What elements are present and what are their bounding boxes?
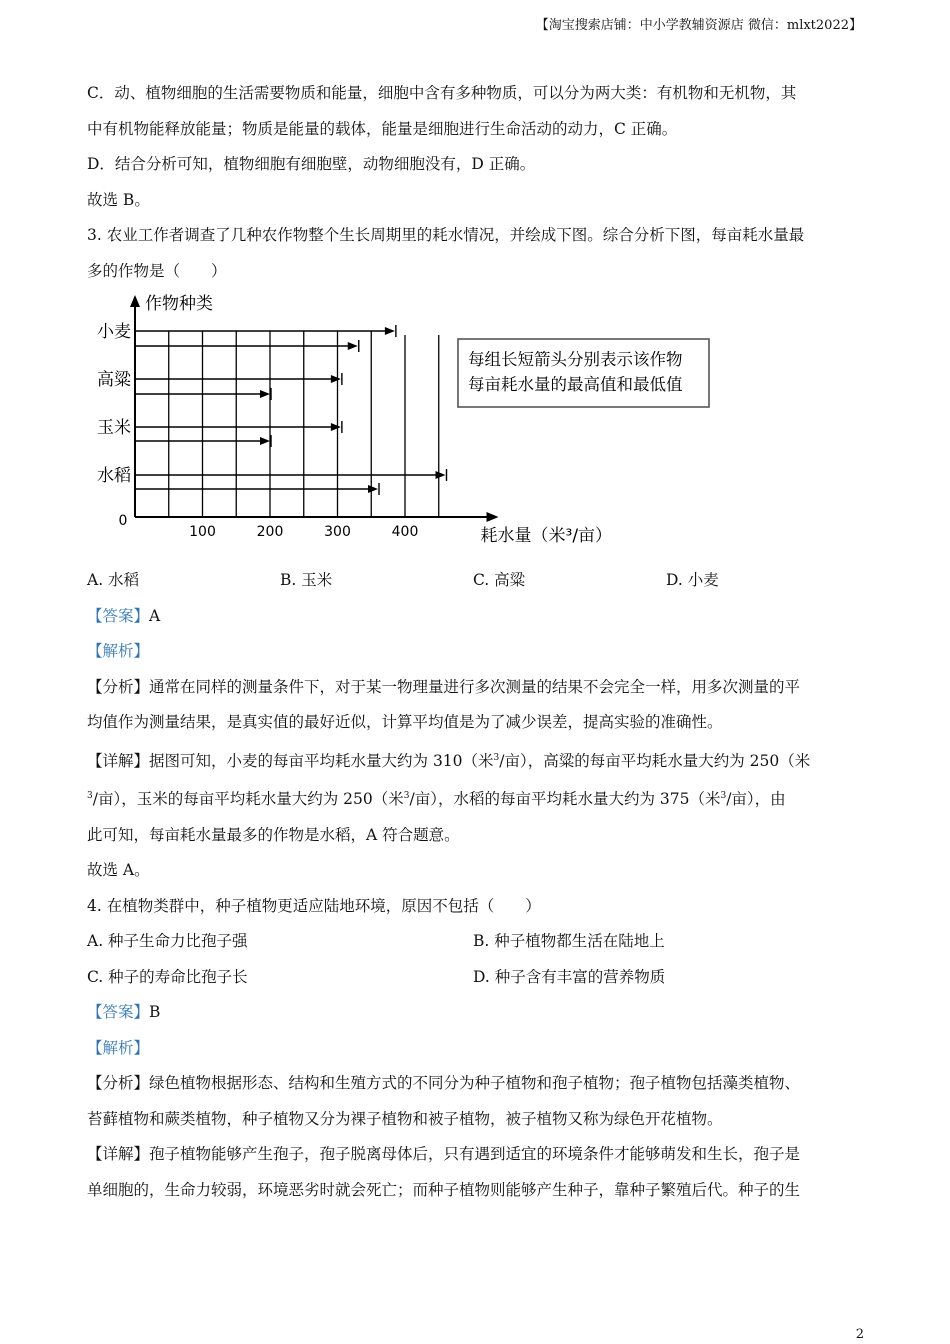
q4-xiangjie-line2: 单细胞的，生命力较弱，环境恶劣时就会死亡；而种子植物则能够产生种子，靠种子繁殖后代。种子的生 — [87, 1180, 801, 1199]
chart-svg — [87, 293, 859, 563]
q3-option-a: A. 水稻 — [87, 571, 140, 589]
y-axis-label: 作物种类 — [145, 294, 213, 314]
y-axis-arrowhead — [130, 295, 140, 307]
q4-xiangjie-line1 — [87, 1137, 859, 1173]
range-arrow-head — [368, 485, 378, 493]
xiangjie-text: /亩），玉米的每亩平均耗水量大约为 250（米 — [92, 790, 404, 808]
analysis-tag: 【解析】 — [87, 1038, 150, 1057]
range-arrow-head — [260, 437, 270, 445]
x-tick-label: 100 — [189, 524, 216, 540]
q3-answer — [87, 599, 859, 635]
analysis-tag: 【解析】 — [87, 642, 150, 660]
q3-option-d: D. 小麦 — [666, 571, 719, 589]
category-label: 小麦 — [97, 322, 131, 342]
fenxi-tag: 【分析】 — [87, 677, 150, 696]
range-arrow-head — [348, 342, 358, 350]
range-arrow-head — [331, 375, 341, 383]
fenxi-tag: 【分析】 — [87, 1074, 150, 1092]
legend-text: 每组长短箭头分别表示该作物 — [468, 350, 683, 369]
q3-stem-line1: 3. 农业工作者调查了几种农作物整个生长周期里的耗水情况，并绘成下图。综合分析下图，每亩耗水量最 — [87, 226, 805, 244]
q4-analysis-tag — [87, 1031, 859, 1067]
q3-xiangjie-line3: 此可知，每亩耗水量最多的作物是水稻，A 符合题意。 — [87, 825, 460, 844]
xiangjie-text: 据图可知，小麦的每亩平均耗水量大约为 310（米 — [149, 751, 494, 770]
category-label: 水稻 — [97, 466, 131, 486]
q4-stem: 4. 在植物类群中，种子植物更适应陆地环境，原因不包括（ ） — [87, 896, 541, 915]
q3-fenxi-line2: 均值作为测量结果，是真实值的最好近似，计算平均值是为了减少误差，提高实验的准确性。 — [87, 713, 723, 731]
xiangjie-text: /亩），由 — [726, 790, 786, 808]
q2-option-c-line1: C．动、植物细胞的生活需要物质和能量，细胞中含有多种物质，可以分为两大类：有机物和无机物，其 — [87, 84, 797, 102]
q2-option-d: D．结合分析可知，植物细胞有细胞壁，动物细胞没有，D 正确。 — [87, 155, 536, 173]
header-shop-info: 【淘宝搜索店铺：中小学教辅资源店 微信：mlxt2022】 — [535, 18, 862, 33]
q2-choose: 故选 B。 — [87, 190, 150, 209]
origin-label: 0 — [118, 513, 128, 529]
water-consumption-chart — [87, 293, 859, 563]
superscript: 3 — [403, 791, 410, 801]
q4-option-a: A. 种子生命力比孢子强 — [87, 932, 248, 950]
x-axis-label: 耗水量（米³/亩） — [480, 526, 613, 546]
category-label: 玉米 — [97, 418, 131, 438]
page-number: 2 — [855, 1327, 864, 1342]
xiangjie-text: /亩），水稻的每亩平均耗水量大约为 375（米 — [409, 790, 721, 808]
q2-option-c-line2: 中有机物能释放能量；物质是能量的载体，能量是细胞进行生命活动的动力，C 正确。 — [87, 119, 678, 138]
q3-choose: 故选 A。 — [87, 861, 150, 879]
fenxi-text: 绿色植物根据形态、结构和生殖方式的不同分为种子植物和孢子植物；孢子植物包括藻类植物、 — [149, 1074, 801, 1092]
q3-xiangjie-line2 — [87, 779, 859, 818]
superscript: 3 — [87, 791, 93, 801]
answer-tag: 【答案】 — [87, 1003, 150, 1021]
q3-options — [87, 563, 859, 599]
q3-stem-line2: 多的作物是（ ） — [87, 261, 227, 280]
xiangjie-text: 孢子植物能够产生孢子，孢子脱离母体后，只有遇到适宜的环境条件才能够萌发和生长，孢子是 — [149, 1145, 801, 1163]
x-tick-label: 400 — [391, 524, 419, 540]
q4-options-row1 — [87, 924, 859, 960]
q3-option-c: C. 高粱 — [473, 571, 526, 589]
q4-fenxi-line1 — [87, 1066, 859, 1102]
superscript: 3 — [493, 752, 500, 763]
superscript: 3 — [720, 791, 727, 801]
x-tick-label: 200 — [256, 524, 284, 540]
xiangjie-tag: 【详解】 — [87, 1145, 150, 1163]
range-arrow-head — [385, 327, 395, 335]
q3-option-b: B. 玉米 — [280, 571, 333, 589]
category-label: 高粱 — [97, 370, 131, 390]
q3-analysis-tag — [87, 634, 859, 670]
q4-option-b: B. 种子植物都生活在陆地上 — [473, 932, 665, 950]
xiangjie-text: /亩），高粱的每亩平均耗水量大约为 250（米 — [499, 751, 811, 770]
q3-fenxi-line1 — [87, 670, 859, 706]
q4-fenxi-line2: 苔藓植物和蕨类植物，种子植物又分为裸子植物和被子植物，被子植物又称为绿色开花植物。 — [87, 1109, 723, 1128]
answer-value: B — [149, 1003, 161, 1021]
legend-text: 每亩耗水量的最高值和最低值 — [468, 375, 683, 394]
xiangjie-tag: 【详解】 — [87, 751, 150, 770]
q4-option-c: C. 种子的寿命比孢子长 — [87, 967, 248, 986]
q4-answer — [87, 995, 859, 1031]
x-tick-label: 300 — [324, 524, 351, 540]
answer-value: A — [149, 606, 161, 625]
range-arrow-head — [260, 390, 270, 398]
page-content — [87, 76, 859, 1208]
range-arrow-head — [331, 423, 341, 431]
fenxi-text: 通常在同样的测量条件下，对于某一物理量进行多次测量的结果不会完全一样，用多次测量的平 — [149, 677, 801, 696]
answer-tag: 【答案】 — [87, 606, 150, 625]
range-arrow-head — [436, 471, 446, 479]
q4-options-row2 — [87, 960, 859, 996]
q4-option-d: D. 种子含有丰富的营养物质 — [473, 967, 666, 986]
q3-xiangjie-line1 — [87, 741, 859, 780]
x-axis-arrowhead — [487, 512, 499, 522]
